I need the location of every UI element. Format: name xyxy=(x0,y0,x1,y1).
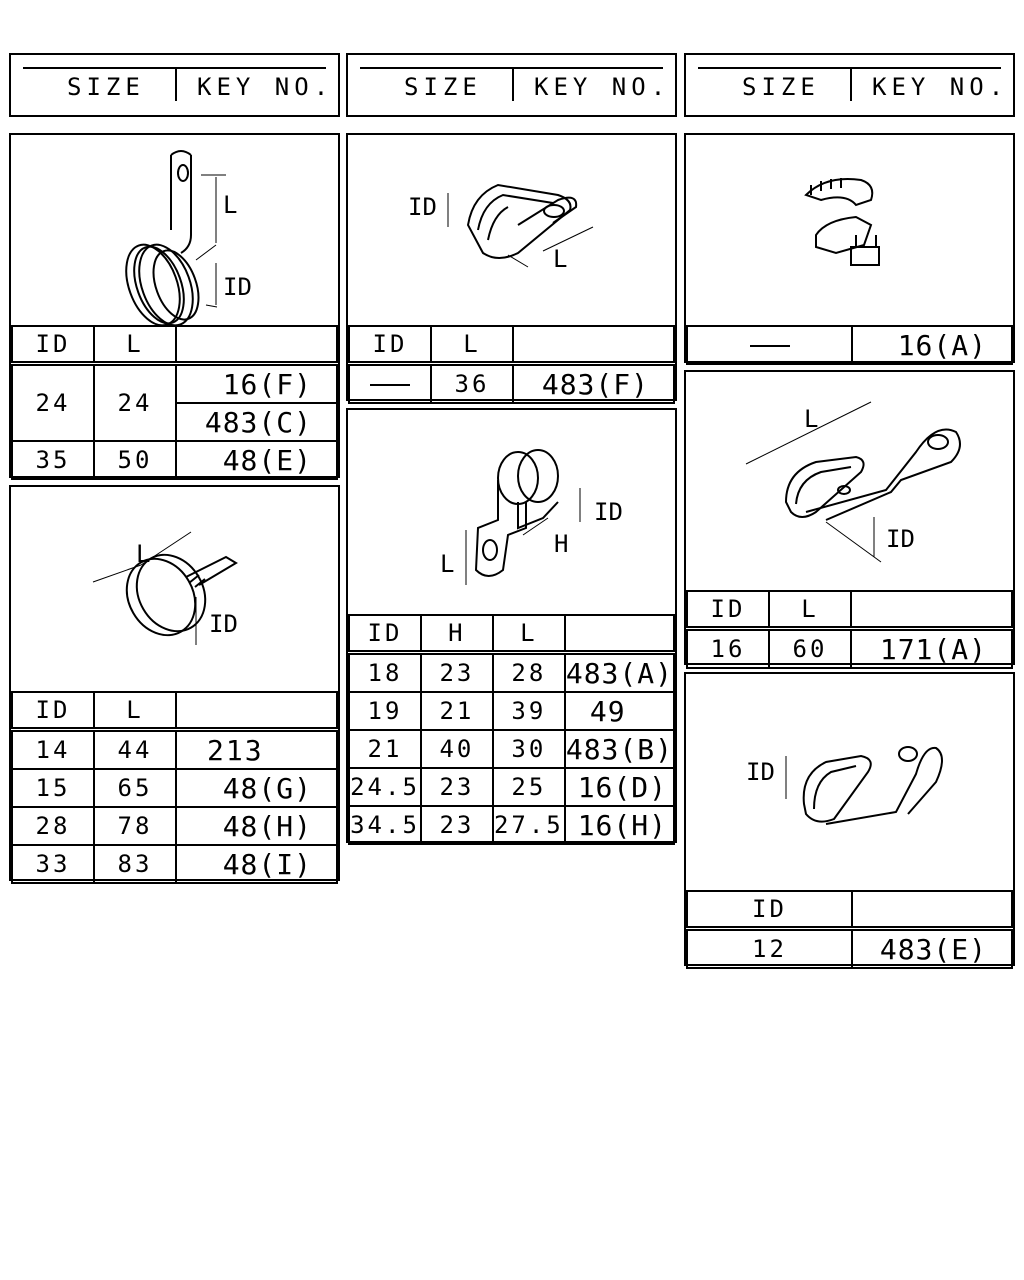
cell-l: 24 xyxy=(94,364,176,442)
cell-id-dash xyxy=(687,326,852,364)
panel-flat-p-clip xyxy=(346,133,677,401)
saddle-clamp-table xyxy=(348,614,675,845)
panel-loop-clamp-tab xyxy=(9,133,340,478)
ring-clip-table xyxy=(11,691,338,884)
size-key-header-1 xyxy=(9,53,340,117)
col-header-key xyxy=(176,326,337,364)
cell-l: 28 xyxy=(493,653,565,693)
cell-id: 24 xyxy=(12,364,94,442)
cell-id: 33 xyxy=(12,845,94,883)
cell-key: 48(E) xyxy=(176,441,337,479)
cell-key: 16(D) xyxy=(565,768,674,806)
cell-id: 15 xyxy=(12,769,94,807)
plastic-clip-drawing xyxy=(686,135,1013,325)
cell-key: 483(E) xyxy=(852,929,1012,969)
dash-mark xyxy=(750,345,790,347)
cell-key: 213 xyxy=(176,730,337,770)
cell-key: 48(H) xyxy=(176,807,337,845)
plastic-clip-table xyxy=(686,325,1013,365)
small-p-clip-illustration xyxy=(686,674,1013,890)
size-label: SIZE xyxy=(742,73,820,101)
col-header-id: ID xyxy=(687,591,769,629)
col-header-key xyxy=(513,326,674,364)
dim-label-ID: ID xyxy=(408,193,437,221)
size-label: SIZE xyxy=(67,73,145,101)
cell-id: 18 xyxy=(349,653,421,693)
small-p-clip-drawing xyxy=(686,674,1013,890)
panel-small-p-clip xyxy=(684,672,1015,966)
panel-ring-clip xyxy=(9,485,340,881)
cell-id: 35 xyxy=(12,441,94,479)
cell-l: 36 xyxy=(431,364,513,404)
key-no-label: KEY NO. xyxy=(872,73,1009,101)
dim-label-ID: ID xyxy=(886,525,915,553)
long-p-clip-drawing xyxy=(686,372,1013,590)
plastic-clip-illustration xyxy=(686,135,1013,325)
col-header-id: ID xyxy=(12,692,94,730)
col-header-key xyxy=(176,692,337,730)
cell-key: 171(A) xyxy=(851,629,1012,669)
cell-l: 60 xyxy=(769,629,851,669)
cell-key: 483(F) xyxy=(513,364,674,404)
saddle-clamp-drawing xyxy=(348,410,675,614)
dim-label-ID: ID xyxy=(209,610,238,638)
header-divider xyxy=(512,69,514,101)
col-header-l: L xyxy=(94,326,176,364)
dim-label-ID: ID xyxy=(746,758,775,786)
cell-key: 48(I) xyxy=(176,845,337,883)
cell-id-dash xyxy=(349,364,431,404)
cell-id: 19 xyxy=(349,692,421,730)
long-p-clip-table xyxy=(686,590,1013,669)
col-header-id: ID xyxy=(349,326,431,364)
panel-plastic-clip xyxy=(684,133,1015,363)
loop-clamp-tab-table xyxy=(11,325,338,480)
dim-label-H: H xyxy=(554,530,569,558)
header-divider xyxy=(175,69,177,101)
flat-p-clip-illustration xyxy=(348,135,675,325)
cell-l: 30 xyxy=(493,730,565,768)
panel-long-p-clip xyxy=(684,370,1015,665)
long-p-clip-illustration xyxy=(686,372,1013,590)
saddle-clamp-illustration xyxy=(348,410,675,614)
key-no-label: KEY NO. xyxy=(534,73,671,101)
ring-clip-illustration xyxy=(11,487,338,691)
col-header-id: ID xyxy=(349,615,421,653)
dim-label-L: L xyxy=(136,540,151,568)
dash-mark xyxy=(370,384,410,386)
col-header-id: ID xyxy=(12,326,94,364)
dim-label-L: L xyxy=(440,550,455,578)
cell-key: 483(C) xyxy=(176,403,337,441)
cell-l: 27.5 xyxy=(493,806,565,844)
size-label: SIZE xyxy=(404,73,482,101)
cell-l: 83 xyxy=(94,845,176,883)
col-header-key xyxy=(852,891,1012,929)
cell-h: 23 xyxy=(421,653,493,693)
cell-key: 483(A) xyxy=(565,653,674,693)
cell-h: 21 xyxy=(421,692,493,730)
cell-key: 16(H) xyxy=(565,806,674,844)
header-divider xyxy=(850,69,852,101)
cell-id: 12 xyxy=(687,929,852,969)
size-key-header-3 xyxy=(684,53,1015,117)
dim-label-ID: ID xyxy=(223,273,252,301)
cell-id: 16 xyxy=(687,629,769,669)
loop-clamp-tab-illustration xyxy=(11,135,338,325)
loop-clamp-tab-drawing xyxy=(11,135,338,325)
col-header-l: L xyxy=(431,326,513,364)
cell-id: 28 xyxy=(12,807,94,845)
col-header-id: ID xyxy=(687,891,852,929)
cell-key: 16(F) xyxy=(176,364,337,404)
col-header-h: H xyxy=(421,615,493,653)
ring-clip-drawing xyxy=(11,487,338,691)
dim-label-L: L xyxy=(223,191,238,219)
key-no-label: KEY NO. xyxy=(197,73,334,101)
cell-l: 39 xyxy=(493,692,565,730)
col-header-l: L xyxy=(493,615,565,653)
cell-key: 483(B) xyxy=(565,730,674,768)
cell-key: 49 xyxy=(565,692,674,730)
size-key-header-2 xyxy=(346,53,677,117)
cell-id: 14 xyxy=(12,730,94,770)
dim-label-ID: ID xyxy=(594,498,623,526)
cell-key: 16(A) xyxy=(852,326,1012,364)
col-header-key xyxy=(851,591,1012,629)
flat-p-clip-drawing xyxy=(348,135,675,325)
cell-l: 65 xyxy=(94,769,176,807)
small-p-clip-table xyxy=(686,890,1013,969)
dim-label-L: L xyxy=(804,405,819,433)
panel-saddle-clamp xyxy=(346,408,677,843)
cell-h: 23 xyxy=(421,768,493,806)
col-header-l: L xyxy=(94,692,176,730)
cell-key: 48(G) xyxy=(176,769,337,807)
col-header-key xyxy=(565,615,674,653)
cell-h: 40 xyxy=(421,730,493,768)
cell-l: 50 xyxy=(94,441,176,479)
cell-h: 23 xyxy=(421,806,493,844)
cell-id: 21 xyxy=(349,730,421,768)
dim-label-L: L xyxy=(553,245,568,273)
cell-l: 78 xyxy=(94,807,176,845)
cell-id: 24.5 xyxy=(349,768,421,806)
cell-id: 34.5 xyxy=(349,806,421,844)
cell-l: 44 xyxy=(94,730,176,770)
flat-p-clip-table xyxy=(348,325,675,404)
cell-l: 25 xyxy=(493,768,565,806)
col-header-l: L xyxy=(769,591,851,629)
